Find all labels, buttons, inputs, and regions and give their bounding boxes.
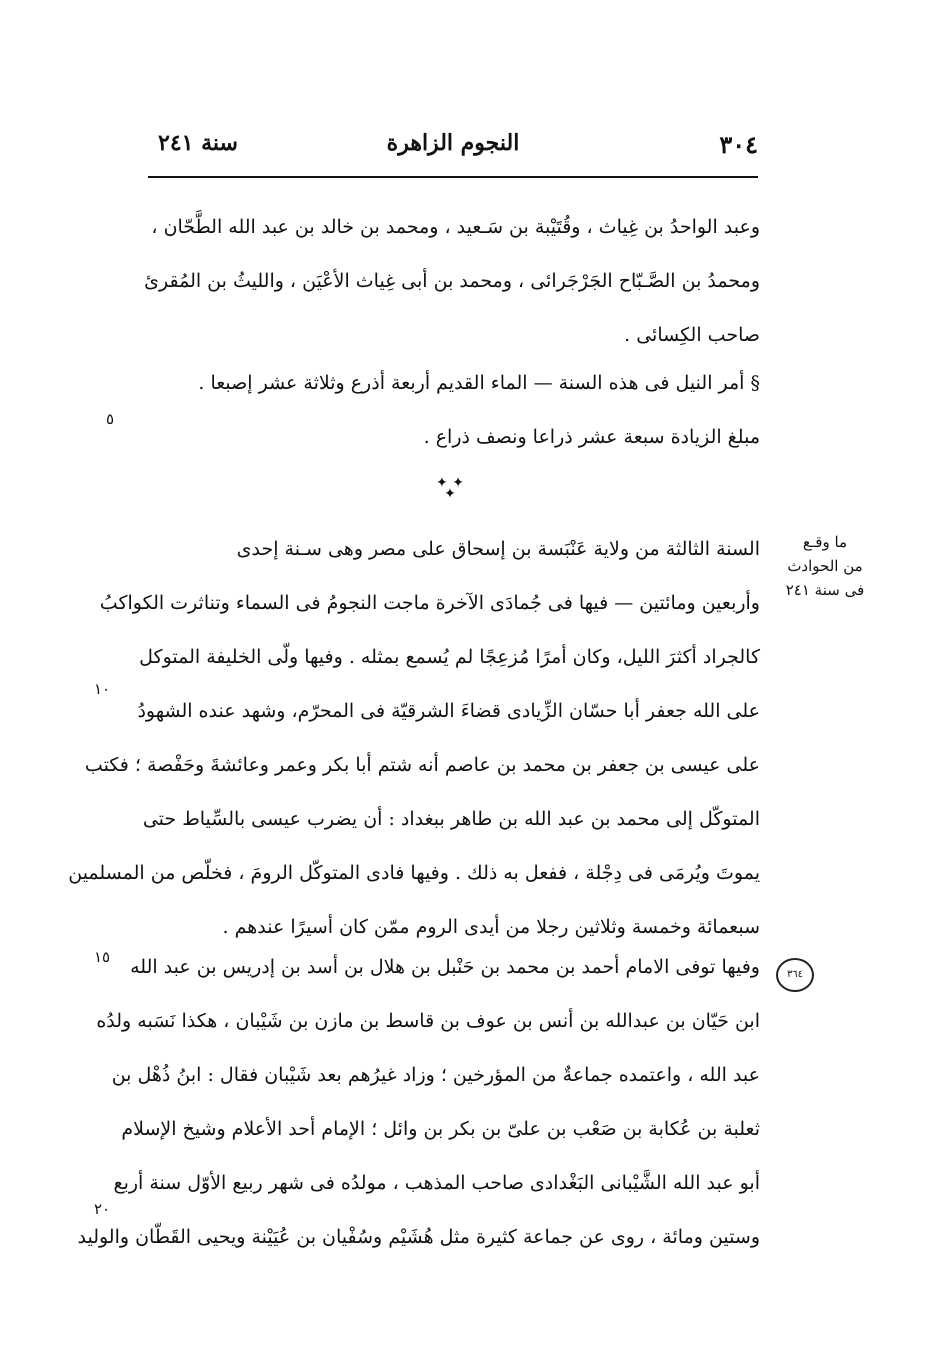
margin-note-line: فى سنة ٢٤١	[785, 581, 865, 599]
line-number: ٢٠	[94, 1200, 111, 1218]
text-line: § أمر النيل فى هذه السنة — الماء القديم أربعة أذرع وثلاثة عشر إصبعا .	[198, 372, 760, 394]
text-line: السنة الثالثة من ولاية عَنْبَسة بن إسحاق على مصر وهى سـنة إحدى	[236, 538, 760, 560]
margin-note-line: من الحوادث	[787, 557, 863, 575]
text-line: وأربعين ومائتين — فيها فى جُمادَى الآخرة ماجت النجومُ فى السماء وتناثرت الكواكبُ	[99, 592, 760, 614]
text-line: على عيسى بن جعفر بن محمد بن عاصم أنه شتم أبا بكر وعمر وعائشةَ وحَفْصة ؛ فكتب	[84, 754, 760, 776]
book-title: النجوم الزاهرة	[386, 130, 520, 156]
text-line: كالجراد أكثرَ الليل، وكان أمرًا مُزعِجًا لم يُسمع بمثله . وفيها ولّى الخليفة المتوكل	[139, 646, 760, 668]
page-header	[148, 130, 758, 170]
text-line: ابن حَيّان بن عبدالله بن أنس بن عوف بن قاسط بن مازن بن شَيْبان ، هكذا نَسَبه ولدُه	[96, 1010, 760, 1032]
text-line: وفيها توفى الامام أحمد بن محمد بن حَنْبل بن هلال بن أسد بن إدريس بن عبد الله	[130, 956, 760, 978]
margin-note-line: ما وقـع	[802, 533, 848, 551]
text-line: سبعمائة وخمسة وثلاثين رجلا من أيدى الروم ممّن كان أسيرًا عندهم .	[222, 916, 760, 938]
paragraph-nile	[140, 356, 760, 464]
running-year: سنة ٢٤١	[158, 130, 238, 156]
header-rule	[148, 176, 758, 178]
text-line: المتوكّل إلى محمد بن عبد الله بن طاهر ببغداد : أن يضرب عيسى بالسِّياط حتى	[142, 808, 760, 830]
text-line: أبو عبد الله الشَّيْبانى البَغْدادى صاحب المذهب ، مولدُه فى شهر ربيع الأوّل سنة أربع	[113, 1172, 760, 1194]
text-line: وعبد الواحدُ بن غِياث ، وقُتَيْبة بن سَـعيد ، ومحمد بن خالد بن عبد الله الطَّحّان ،	[151, 216, 760, 238]
text-line: يموتَ ويُرمَى فى دِجْلة ، ففعل به ذلك . وفيها فادى المتوكّل الرومَ ، فخلّص من المسلمين	[68, 862, 760, 884]
text-line: على الله جعفر أبا حسّان الزِّيادى قضاءَ الشرقيّة فى المحرّم، وشهد عنده الشهودُ	[137, 700, 760, 722]
line-number: ١٠	[94, 680, 111, 698]
text-line: وستين ومائة ، روى عن جماعة كثيرة مثل هُشَيْم وسُفْيان بن عُيَيْنة ويحيى القَطّان والوليد	[77, 1226, 760, 1248]
margin-note	[770, 530, 880, 602]
section-divider-stars: ✦ ✦ ✦	[436, 475, 464, 502]
text-line: صاحب الكِسائى .	[624, 324, 760, 346]
text-line: ثعلبة بن عُكابة بن صَعْب بن علىّ بن بكر بن وائل ؛ الإمام أحد الأعلام وشيخ الإسلام	[121, 1118, 760, 1140]
paragraph-1	[140, 200, 760, 362]
line-number: ٥	[106, 410, 115, 428]
text-line: ومحمدُ بن الصَّـبّاح الجَرْجَرائى ، ومحمد بن أبى غِياث الأعْيَن ، والليثُ بن المُقرئ	[144, 270, 760, 292]
page-number: ٣٠٤	[719, 130, 758, 159]
text-line: عبد الله ، واعتمده جماعةٌ من المؤرخين ؛ وزاد غيرُهم بعد شَيْبان فقال : ابنُ ذُهْل بن	[111, 1064, 760, 1086]
line-number: ١٥	[94, 948, 111, 966]
text-line: مبلغ الزيادة سبعة عشر ذراعا ونصف ذراع .	[423, 426, 760, 448]
seal-stamp-icon: ٣٦٤	[776, 958, 814, 992]
